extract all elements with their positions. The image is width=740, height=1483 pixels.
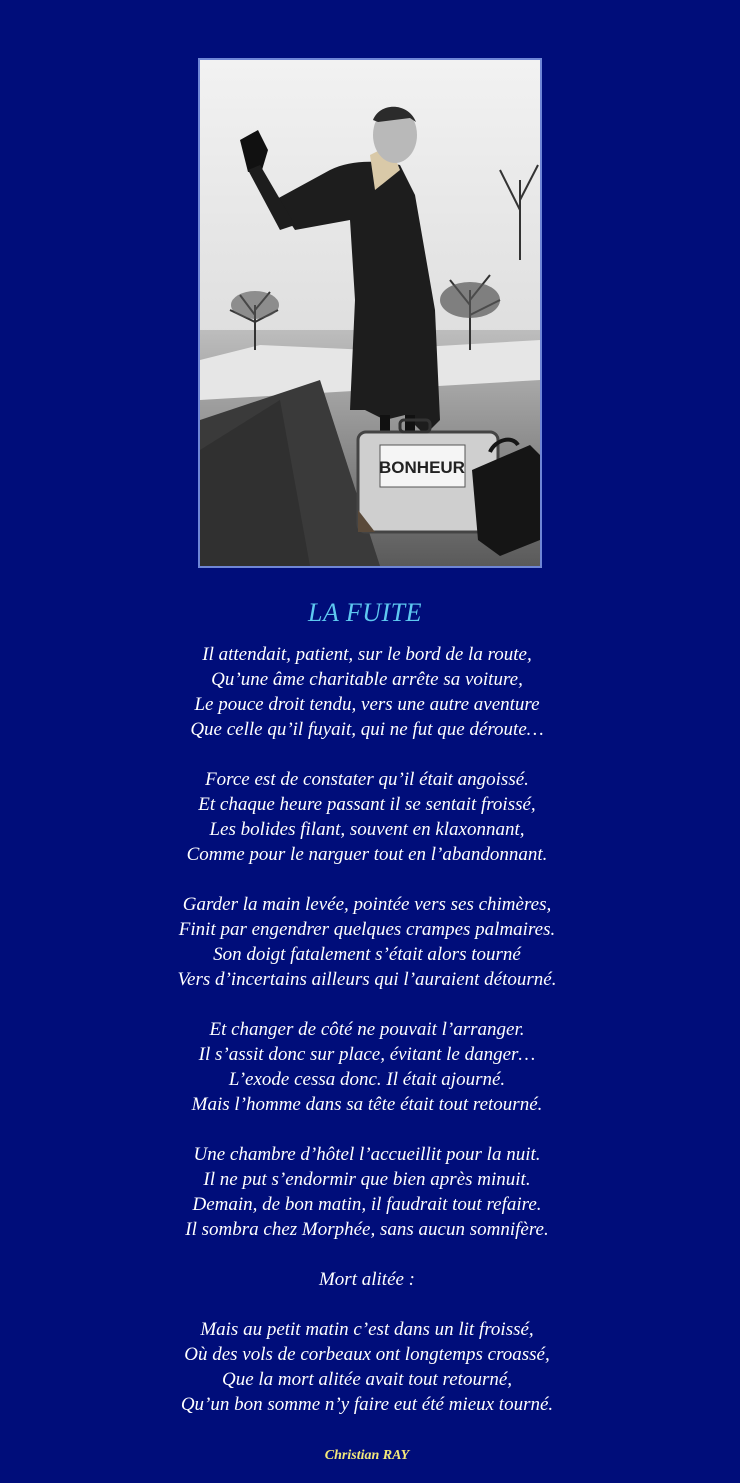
poem-line: Et changer de côté ne pouvait l’arranger. [209,1019,525,1040]
suitcase-label: BONHEUR [379,458,465,477]
poem-line: Il ne put s’endormir que bien après minuit. [203,1169,531,1190]
poem-title: LA FUITE [307,598,423,627]
poem-line: Son doigt fatalement s’était alors tourné [213,944,521,965]
poem-line: Il sombra chez Morphée, sans aucun somnifère. [185,1219,549,1240]
poem-subtitle: Mort alitée : [318,1269,416,1290]
stanza-5 [0,1142,734,1242]
stanza-1 [0,642,734,742]
poem-line: Que la mort alitée avait tout retourné, [221,1369,513,1390]
poem-line: Vers d’incertains ailleurs qui l’auraient détourné. [177,969,557,990]
poem-line: Et chaque heure passant il se sentait froissé, [198,794,536,815]
poem-line: L’exode cessa donc. Il était ajourné. [228,1069,506,1090]
poem-line: Il attendait, patient, sur le bord de la route, [202,644,532,665]
poem-line: Force est de constater qu’il était angoissé. [205,769,529,790]
hitchhiker-illustration [200,60,540,566]
author-signature: Christian RAY [324,1448,410,1463]
poem-line: Comme pour le narguer tout en l’abandonnant. [186,844,548,865]
poem-line: Où des vols de corbeaux ont longtemps croassé, [184,1344,550,1365]
stanza-3 [0,892,734,992]
stanza-2 [0,767,734,867]
poem-line: Une chambre d’hôtel l’accueillit pour la nuit. [193,1144,541,1165]
stanza-6 [0,1317,734,1417]
poem-line: Que celle qu’il fuyait, qui ne fut que déroute… [190,719,544,740]
poem-line: Qu’un bon somme n’y faire eut été mieux tourné. [180,1394,554,1415]
poem-line: Mais au petit matin c’est dans un lit froissé, [200,1319,534,1340]
poem-line: Qu’une âme charitable arrête sa voiture, [211,669,523,690]
poem-line: Demain, de bon matin, il faudrait tout refaire. [192,1194,542,1215]
poem-line: Finit par engendrer quelques crampes palmaires. [178,919,556,940]
poem-line: Il s’assit donc sur place, évitant le danger… [198,1044,536,1065]
poem-body [0,642,734,1442]
poem-line: Garder la main levée, pointée vers ses chimères, [182,894,552,915]
poem-line: Le pouce droit tendu, vers une autre aventure [194,694,540,715]
stanza-subtitle [0,1267,734,1292]
poem-line: Mais l’homme dans sa tête était tout retourné. [191,1094,543,1115]
poem-line: Les bolides filant, souvent en klaxonnant, [209,819,525,840]
hitchhiker-photo [198,58,542,568]
stanza-4 [0,1017,734,1117]
